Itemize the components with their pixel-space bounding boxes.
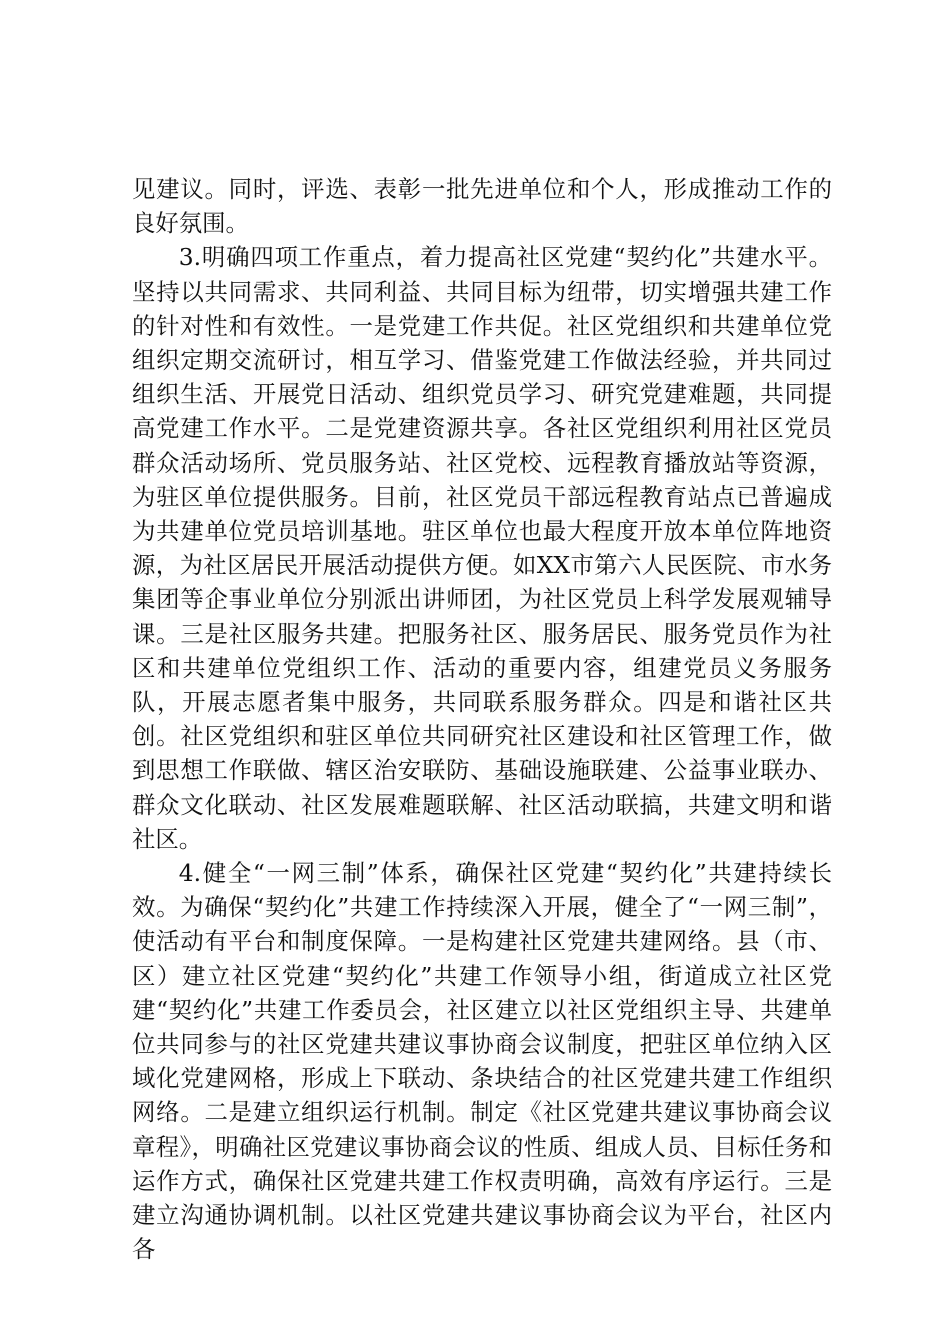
paragraph-2: 3.明确四项工作重点，着力提高社区党建“契约化”共建水平。坚持以共同需求、共同利益、共同目标为纽带，切实增强共建工作的针对性和有效性。一是党建工作共促。社区党组织和共建单位党组织定期交流研讨，相互学习、借鉴党建工作做法经验，并共同过组织生活、开展党日活动、组织党员学习、研究党建难题，共同提高党建工作水平。二是党建资源共享。各社区党组织利用社区党员群众活动场所、党员服务站、社区党校、远程教育播放站等资源，为驻区单位提供服务。目前，社区党员干部远程教育站点已普遍成为共建单位党员培训基地。驻区单位也最大程度开放本单位阵地资源，为社区居民开展活动提供方便。如XX市第六人民医院、市水务集团等企事业单位分别派出讲师团，为社区党员上科学发展观辅导课。三是社区服务共建。把服务社区、服务居民、服务党员作为社区和共建单位党组织工作、活动的重要内容，组建党员义务服务队，开展志愿者集中服务，共同联系服务群众。四是和谐社区共创。社区党组织和驻区单位共同研究社区建设和社区管理工作，做到思想工作联做、辖区治安联防、基础设施联建、公益事业联办、群众文化联动、社区发展难题联解、社区活动联搞，共建文明和谐社区。 xyxy=(132,243,832,853)
paragraph-1: 见建议。同时，评选、表彰一批先进单位和个人，形成推动工作的良好氛围。 xyxy=(132,175,832,238)
document-body xyxy=(132,172,832,1267)
paragraph-3: 4.健全“一网三制”体系，确保社区党建“契约化”共建持续长效。为确保“契约化”共建工作持续深入开展，健全了“一网三制”，使活动有平台和制度保障。一是构建社区党建共建网络。县（市、区）建立社区党建“契约化”共建工作领导小组，街道成立社区党建“契约化”共建工作委员会，社区建立以社区党组织主导、共建单位共同参与的社区党建共建议事协商会议制度，把驻区单位纳入区域化党建网格，形成上下联动、条块结合的社区党建共建工作组织网络。二是建立组织运行机制。制定《社区党建共建议事协商会议章程》，明确社区党建议事协商会议的性质、组成人员、目标任务和运作方式，确保社区党建共建工作权责明确，高效有序运行。三是建立沟通协调机制。以社区党建共建议事协商会议为平台，社区内各 xyxy=(132,859,832,1264)
